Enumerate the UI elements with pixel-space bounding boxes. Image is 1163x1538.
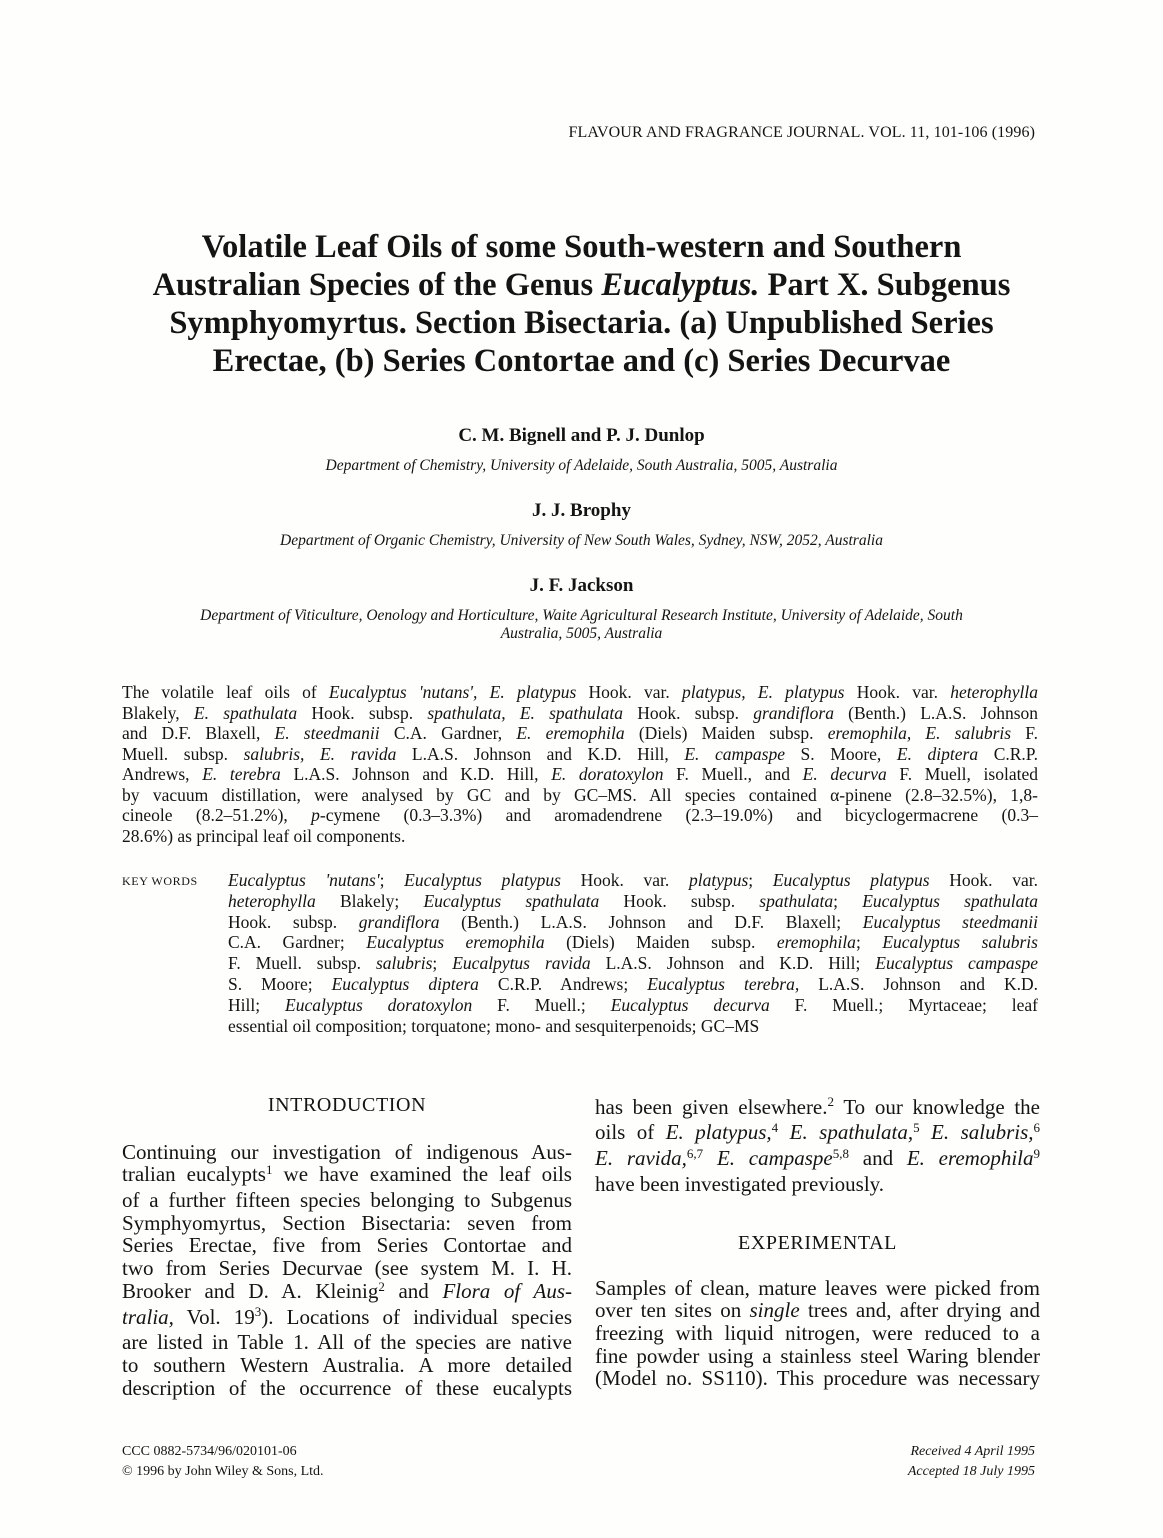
experimental-body bbox=[595, 1277, 1040, 1391]
italic-text-run: E. decurva bbox=[802, 764, 887, 784]
footer-dates bbox=[908, 1442, 1035, 1482]
superscript-reference: 1 bbox=[265, 1162, 273, 1178]
text-run: C.A. Gardner, bbox=[379, 723, 517, 743]
italic-text-run: Eucalyptus platypus bbox=[772, 870, 930, 890]
text-run: have been investigated previously. bbox=[595, 1171, 885, 1196]
italic-text-run: spathulata, bbox=[427, 702, 506, 723]
keywords-label: KEY WORDS bbox=[122, 874, 198, 888]
abstract-line bbox=[122, 682, 1038, 703]
text-run: and D.F. Blaxell, bbox=[122, 723, 275, 743]
italic-text-run: Eucalyptus 'nutans' bbox=[228, 870, 380, 890]
italic-text-run: E. salubris, bbox=[931, 1120, 1034, 1145]
text-run bbox=[746, 682, 758, 702]
body-line bbox=[122, 1141, 572, 1164]
text-run: freezing with liquid nitrogen, were reduced to a bbox=[595, 1321, 1040, 1345]
italic-text-run: E. eremophila bbox=[906, 1146, 1034, 1170]
text-run: Brooker and D. A. Kleinig bbox=[122, 1278, 379, 1303]
abstract-line bbox=[122, 764, 1038, 785]
keywords-line bbox=[228, 953, 1038, 974]
italic-text-run: Eucalyptus eremophila bbox=[366, 932, 545, 953]
body-line bbox=[122, 1257, 572, 1280]
italic-text-run: E. platypus bbox=[489, 682, 577, 702]
text-run: C.R.P. bbox=[978, 743, 1038, 764]
superscript-reference: 6 bbox=[1033, 1120, 1041, 1136]
text-run: F. Muell.; bbox=[472, 994, 611, 1015]
text-run: Hook. subsp. bbox=[297, 702, 428, 723]
text-run: to southern Western Australia. A more detailed bbox=[122, 1352, 572, 1377]
body-line bbox=[595, 1299, 1040, 1322]
text-run: Blakely, bbox=[122, 702, 194, 723]
abstract-line bbox=[122, 744, 1038, 765]
introduction-heading: INTRODUCTION bbox=[267, 1094, 427, 1116]
text-run bbox=[920, 1120, 931, 1144]
text-run: Andrews, bbox=[122, 764, 203, 784]
italic-text-run: Eucalyptus terebra, bbox=[647, 973, 800, 994]
keywords-line bbox=[228, 912, 1038, 933]
abstract-line bbox=[122, 826, 1038, 847]
text-run: over ten sites on bbox=[595, 1298, 750, 1323]
text-run: -cymene (0.3–3.3%) and aromadendrene (2.3–19.0%) and bicyclogermacrene (0.3– bbox=[319, 805, 1038, 825]
text-run: we have examined the leaf oils bbox=[272, 1162, 572, 1187]
text-run: Muell. subsp. bbox=[122, 743, 244, 764]
ccc-code: CCC 0882-5734/96/020101-06 bbox=[122, 1444, 297, 1459]
italic-text-run: tralia, bbox=[122, 1304, 174, 1329]
text-run: tralian eucalypts bbox=[122, 1162, 266, 1187]
body-line bbox=[595, 1277, 1040, 1300]
italic-text-run: E. platypus, bbox=[665, 1120, 772, 1145]
text-run: To our knowledge the bbox=[834, 1094, 1040, 1119]
italic-text-run: E. ravida, bbox=[595, 1146, 687, 1170]
text-run: ; bbox=[432, 953, 453, 974]
text-run: and bbox=[849, 1146, 907, 1170]
superscript-reference: 3 bbox=[254, 1304, 262, 1320]
italic-text-run: Eucalyptus decurva bbox=[610, 994, 770, 1015]
text-run: Blakely; bbox=[315, 890, 424, 911]
title-line bbox=[0, 228, 1163, 266]
title-line bbox=[0, 266, 1163, 304]
italic-text-run: platypus, bbox=[681, 682, 746, 702]
accepted-date: Accepted 18 July 1995 bbox=[907, 1464, 1035, 1479]
abstract-line bbox=[122, 805, 1038, 826]
text-run: fine powder using a stainless steel Waring blender bbox=[595, 1343, 1040, 1368]
italic-text-run: Eucalyptus diptera bbox=[331, 973, 479, 994]
italic-text-run: heterophylla bbox=[228, 890, 316, 911]
text-run bbox=[506, 703, 520, 723]
text-run: Hook. subsp. bbox=[599, 890, 760, 911]
superscript-reference: 5 bbox=[913, 1120, 920, 1136]
affiliation-line: Department of Viticulture, Oenology and Horticulture, Waite Agricultural Research Institute, University of Adelaide, South bbox=[200, 607, 963, 624]
body-line bbox=[122, 1377, 572, 1400]
title-line bbox=[0, 342, 1163, 380]
keywords-line bbox=[228, 1016, 1038, 1037]
author-affiliation: Department of Chemistry, University of Adelaide, South Australia, 5005, Australia bbox=[325, 457, 838, 474]
italic-text-run: E. terebra bbox=[202, 764, 281, 784]
text-run: F. bbox=[1011, 723, 1039, 743]
italic-text-run: Eucalyptus salubris bbox=[882, 932, 1038, 953]
superscript-reference: 2 bbox=[827, 1094, 835, 1110]
italic-text-run: Flora of Aus- bbox=[442, 1278, 572, 1303]
text-run: Hill; bbox=[228, 994, 285, 1015]
italic-text-run: E. steedmanii bbox=[274, 723, 380, 743]
italic-text-run: eremophila, E. salubris bbox=[827, 723, 1012, 743]
italic-text-run: grandiflora bbox=[358, 911, 440, 932]
text-run: oils of bbox=[595, 1120, 666, 1145]
text-run: Symphyomyrtus. Section Bisectaria. (a) Unpublished Series bbox=[169, 305, 994, 341]
superscript-reference: 2 bbox=[378, 1278, 385, 1294]
text-run: Symphyomyrtus, Section Bisectaria: seven from bbox=[122, 1210, 572, 1235]
text-run: Hook. var. bbox=[560, 870, 689, 890]
text-run: Hook. subsp. bbox=[623, 702, 754, 723]
author-names: C. M. Bignell and P. J. Dunlop bbox=[458, 425, 705, 446]
superscript-reference: 5,8 bbox=[832, 1145, 850, 1161]
keywords bbox=[228, 870, 1038, 1036]
italic-text-run: Eucalyptus steedmanii bbox=[862, 911, 1038, 932]
text-run: Part X. Subgenus bbox=[759, 267, 1011, 303]
italic-text-run: Eucalpytus ravida bbox=[452, 953, 591, 974]
text-run: Erectae, (b) Series Contortae and (c) Series Decurvae bbox=[212, 343, 951, 379]
italic-text-run: grandiflora bbox=[753, 702, 834, 723]
italic-text-run: E. spathulata, bbox=[789, 1120, 914, 1145]
body-line bbox=[122, 1306, 572, 1332]
text-run bbox=[703, 1146, 717, 1170]
text-run: (Diels) Maiden subsp. bbox=[624, 723, 828, 743]
superscript-reference: 6,7 bbox=[686, 1145, 704, 1161]
text-run: essential oil composition; torquatone; mono- and sesquiterpenoids; GC–MS bbox=[228, 1015, 760, 1036]
title-line bbox=[0, 304, 1163, 342]
experimental-heading: EXPERIMENTAL bbox=[738, 1232, 897, 1254]
text-run: Hook. var. bbox=[844, 682, 951, 702]
text-run: two from Series Decurvae (see system M. I. H. bbox=[122, 1256, 572, 1281]
text-run: (Benth.) L.A.S. Johnson and D.F. Blaxell; bbox=[439, 911, 863, 932]
italic-text-run: Eucalyptus 'nutans', bbox=[328, 682, 478, 702]
superscript-reference: 4 bbox=[771, 1120, 779, 1136]
text-run: The volatile leaf oils of bbox=[122, 682, 329, 702]
italic-text-run: eremophila bbox=[776, 932, 856, 953]
body-line bbox=[122, 1331, 572, 1354]
italic-text-run: Eucalyptus spathulata bbox=[862, 890, 1039, 911]
italic-text-run: E. spathulata bbox=[193, 702, 298, 723]
text-run bbox=[477, 682, 489, 702]
italic-text-run: spathulata bbox=[759, 890, 834, 911]
text-run: Continuing our investigation of indigenous Aus- bbox=[122, 1139, 572, 1164]
keywords-line bbox=[228, 932, 1038, 953]
text-run: Hook. subsp. bbox=[228, 911, 359, 932]
italic-text-run: E. eremophila bbox=[516, 723, 625, 743]
body-line bbox=[595, 1322, 1040, 1345]
italic-text-run: salubris bbox=[376, 953, 433, 974]
text-run: C.A. Gardner; bbox=[228, 932, 367, 953]
text-run: and bbox=[384, 1278, 443, 1303]
text-run: F. Muell.; Myrtaceae; leaf bbox=[769, 994, 1039, 1015]
introduction-body-continued bbox=[595, 1096, 1040, 1196]
text-run: L.A.S. Johnson and K.D. Hill, bbox=[280, 764, 552, 784]
text-run: Volatile Leaf Oils of some South-western and Southern bbox=[201, 229, 962, 265]
text-run: 28.6%) as principal leaf oil components. bbox=[122, 825, 406, 846]
introduction-body bbox=[122, 1141, 572, 1400]
text-run bbox=[778, 1120, 789, 1144]
italic-text-run: Eucalyptus campaspe bbox=[875, 953, 1038, 974]
body-line bbox=[122, 1354, 572, 1377]
italic-text-run: salubris, E. ravida bbox=[243, 743, 397, 764]
text-run: C.R.P. Andrews; bbox=[478, 973, 648, 994]
text-run: Australian Species of the Genus bbox=[152, 267, 602, 303]
text-run: L.A.S. Johnson and K.D. Hill, bbox=[396, 743, 685, 764]
italic-text-run: E. campaspe bbox=[716, 1146, 833, 1170]
text-run: ; bbox=[833, 890, 863, 911]
abstract-line bbox=[122, 785, 1038, 806]
text-run: ; bbox=[379, 870, 405, 890]
text-run: Series Erectae, five from Series Contortae and bbox=[122, 1233, 572, 1258]
italic-text-run: E. spathulata bbox=[519, 702, 624, 723]
keywords-line bbox=[228, 891, 1038, 912]
body-line bbox=[595, 1367, 1040, 1390]
keywords-line bbox=[228, 974, 1038, 995]
author-names: J. J. Brophy bbox=[532, 500, 631, 521]
abstract-line bbox=[122, 703, 1038, 724]
text-run: ). Locations of individual species bbox=[261, 1304, 572, 1329]
text-run: Samples of clean, mature leaves were picked from bbox=[595, 1275, 1040, 1300]
body-line bbox=[595, 1147, 1040, 1173]
text-run: F. Muell, isolated bbox=[886, 764, 1038, 784]
italic-text-run: Eucalyptus doratoxylon bbox=[285, 994, 473, 1015]
body-line bbox=[122, 1280, 572, 1306]
text-run: S. Moore, bbox=[784, 743, 897, 764]
text-run: F. Muell. subsp. bbox=[228, 953, 376, 974]
italic-text-run: E. diptera bbox=[896, 743, 979, 764]
journal-header: FLAVOUR AND FRAGRANCE JOURNAL. VOL. 11, 101-106 (1996) bbox=[568, 124, 1035, 141]
text-run: Hook. var. bbox=[929, 870, 1038, 890]
copyright-notice: © 1996 by John Wiley & Sons, Ltd. bbox=[122, 1464, 324, 1479]
text-run: Hook. var. bbox=[576, 682, 682, 702]
text-run: cineole (8.2–51.2%), bbox=[122, 805, 312, 825]
text-run: (Model no. SS110). This procedure was necessary bbox=[595, 1366, 1040, 1391]
author-affiliation: Department of Organic Chemistry, University of New South Wales, Sydney, NSW, 2052, Australia bbox=[280, 532, 883, 549]
body-line bbox=[122, 1189, 572, 1212]
received-date: Received 4 April 1995 bbox=[910, 1444, 1035, 1459]
text-run: L.A.S. Johnson and K.D. bbox=[799, 973, 1039, 994]
text-run: ; bbox=[748, 870, 773, 890]
abstract bbox=[122, 682, 1038, 846]
text-run: has been given elsewhere. bbox=[595, 1094, 828, 1119]
body-line bbox=[122, 1163, 572, 1189]
author-affiliation bbox=[0, 607, 1163, 643]
footer-publication-info bbox=[122, 1442, 324, 1482]
text-run: F. Muell., and bbox=[663, 764, 803, 784]
text-run: of a further fifteen species belonging to Subgenus bbox=[122, 1188, 572, 1212]
text-run: S. Moore; bbox=[228, 973, 332, 994]
author-names: J. F. Jackson bbox=[529, 575, 634, 596]
text-run: by vacuum distillation, were analysed by GC and by GC–MS. All species contained α-pinene (2.8–32.5%), 1,8- bbox=[122, 784, 1038, 805]
text-run: are listed in Table 1. All of the species are native bbox=[122, 1330, 572, 1355]
text-run: L.A.S. Johnson and K.D. Hill; bbox=[590, 953, 876, 974]
superscript-reference: 9 bbox=[1033, 1145, 1041, 1161]
text-run: trees and, after drying and bbox=[799, 1298, 1040, 1323]
keywords-line bbox=[228, 870, 1038, 891]
text-run: (Benth.) L.A.S. Johnson bbox=[833, 702, 1039, 723]
affiliation-line: Australia, 5005, Australia bbox=[500, 625, 663, 642]
italic-text-run: platypus bbox=[688, 870, 749, 890]
italic-text-run: E. platypus bbox=[757, 682, 845, 702]
italic-text-run: E. doratoxylon bbox=[551, 764, 664, 784]
paper-title bbox=[0, 228, 1163, 380]
italic-text-run: p bbox=[311, 805, 320, 825]
body-line bbox=[122, 1234, 572, 1257]
text-run: ; bbox=[855, 932, 883, 953]
text-run: description of the occurrence of these eucalypts bbox=[122, 1375, 572, 1400]
italic-text-run: Eucalyptus platypus bbox=[404, 870, 561, 890]
body-line bbox=[595, 1345, 1040, 1368]
italic-text-run: heterophylla bbox=[950, 682, 1038, 702]
abstract-line bbox=[122, 723, 1038, 744]
body-line bbox=[122, 1212, 572, 1235]
italic-text-run: Eucalyptus. bbox=[601, 267, 760, 303]
italic-text-run: single bbox=[749, 1298, 800, 1323]
keywords-line bbox=[228, 995, 1038, 1016]
body-line bbox=[595, 1173, 1040, 1196]
text-run: Vol. 19 bbox=[173, 1304, 255, 1329]
italic-text-run: Eucalyptus spathulata bbox=[423, 890, 600, 911]
text-run: (Diels) Maiden subsp. bbox=[544, 932, 777, 953]
body-line bbox=[595, 1121, 1040, 1147]
body-line bbox=[595, 1096, 1040, 1122]
italic-text-run: E. campaspe bbox=[684, 743, 785, 764]
